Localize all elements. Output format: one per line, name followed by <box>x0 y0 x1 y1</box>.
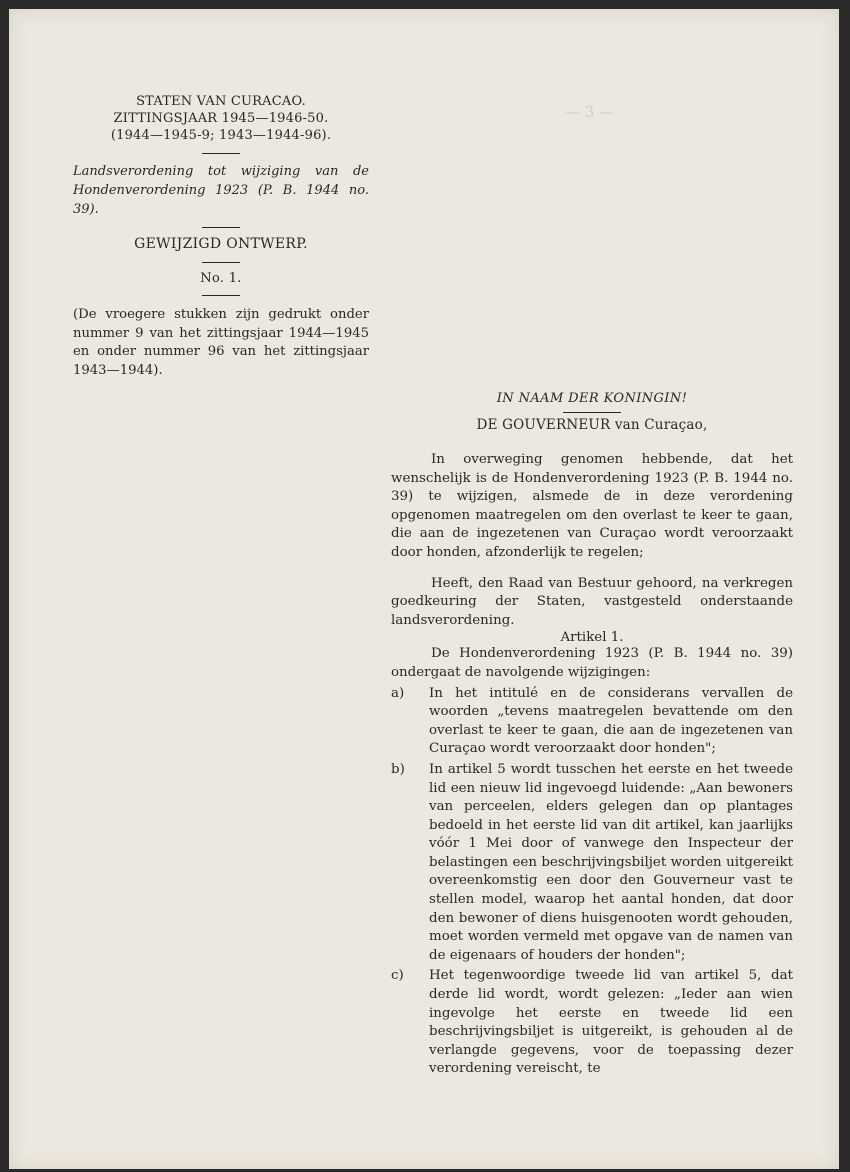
list-label: c) <box>391 968 404 984</box>
governor-heading: DE GOUVERNEUR van Curaçao, <box>476 417 708 433</box>
list-item <box>391 761 793 966</box>
divider <box>202 153 240 154</box>
title-line-1: STATEN VAN CURACAO. <box>136 94 306 109</box>
enactment-paragraph: Heeft, den Raad van Bestuur gehoord, na verkregen goedkeuring der Staten, vastgesteld onderstaande landsverordening. <box>391 575 793 628</box>
left-column <box>73 93 369 380</box>
page-number: — 3 — <box>565 103 615 121</box>
list-text: Het tegenwoordige tweede lid van artikel 5, dat derde lid wordt, wordt gelezen: „Ieder aan wien ingevolge het eerste en tweede lid een beschrijvingsbiljet is uitgereikt, is gehouden al de verlangde gegevens, voor de toepassing dezer verordening vereischt, te <box>429 968 793 1077</box>
list-item <box>391 685 793 759</box>
document-heading: GEWIJZIGD ONTWERP. <box>134 236 308 252</box>
artikel-heading: Artikel 1. <box>560 630 624 646</box>
considerans-paragraph: In overweging genomen hebbende, dat het wenschelijk is de Hondenverordening 1923 (P. B. 1944 no. 39) te wijzigen, alsmede de in deze verordening opgenomen maatregelen om den overlast te keer te gaan, die aan de ingezetenen van Curaçao wordt veroorzaakt door honden, afzonderlijk te regelen; <box>391 452 793 560</box>
right-column <box>391 391 793 1079</box>
reference-note: (De vroegere stukken zijn gedrukt onder nummer 9 van het zittingsjaar 1944—1945 en onder nummer 96 van het zittingsjaar 1943—1944). <box>73 307 369 378</box>
list-text: In het intitulé en de considerans vervallen de woorden „tevens maatregelen bevattende om den overlast te keer te gaan, die aan de ingezetenen van Curaçao wordt veroorzaakt door honden"; <box>429 685 793 757</box>
proclamation-heading: IN NAAM DER KONINGIN! <box>496 391 688 406</box>
list-label: a) <box>391 685 405 701</box>
title-line-2: ZITTINGSJAAR 1945—1946-50. <box>113 111 329 126</box>
title-line-3: (1944—1945-9; 1943—1944-96). <box>110 128 332 143</box>
artikel-intro: De Hondenverordening 1923 (P. B. 1944 no. 39) ondergaat de navolgende wijzigingen: <box>391 646 793 680</box>
document-page <box>9 9 839 1169</box>
list-label: b) <box>391 761 405 777</box>
list-item <box>391 967 793 1079</box>
document-subject: Landsverordening tot wijziging van de Hondenverordening 1923 (P. B. 1944 no. 39). <box>73 164 369 217</box>
document-number: No. 1. <box>200 271 242 286</box>
header-block <box>73 93 369 144</box>
divider <box>202 262 240 263</box>
divider <box>563 412 621 413</box>
divider <box>202 295 240 296</box>
divider <box>202 227 240 228</box>
list-text: In artikel 5 wordt tusschen het eerste en het tweede lid een nieuw lid ingevoegd luidende: „Aan bewoners van perceelen, elders gelegen dan op plantages bedoeld in het eerste lid van dit artikel, kan jaarlijks vóór 1 Mei door of vanwege den Inspecteur der belastingen een beschrijvingsbiljet worden uitgereikt overeenkomstig een door den Gouverneur vast te stellen model, waarop het aantal honden, dat door den bewoner of diens huisgenooten wordt gehouden, moet worden vermeld met opgave van de namen van de eigenaars of houders der honden"; <box>429 761 793 963</box>
